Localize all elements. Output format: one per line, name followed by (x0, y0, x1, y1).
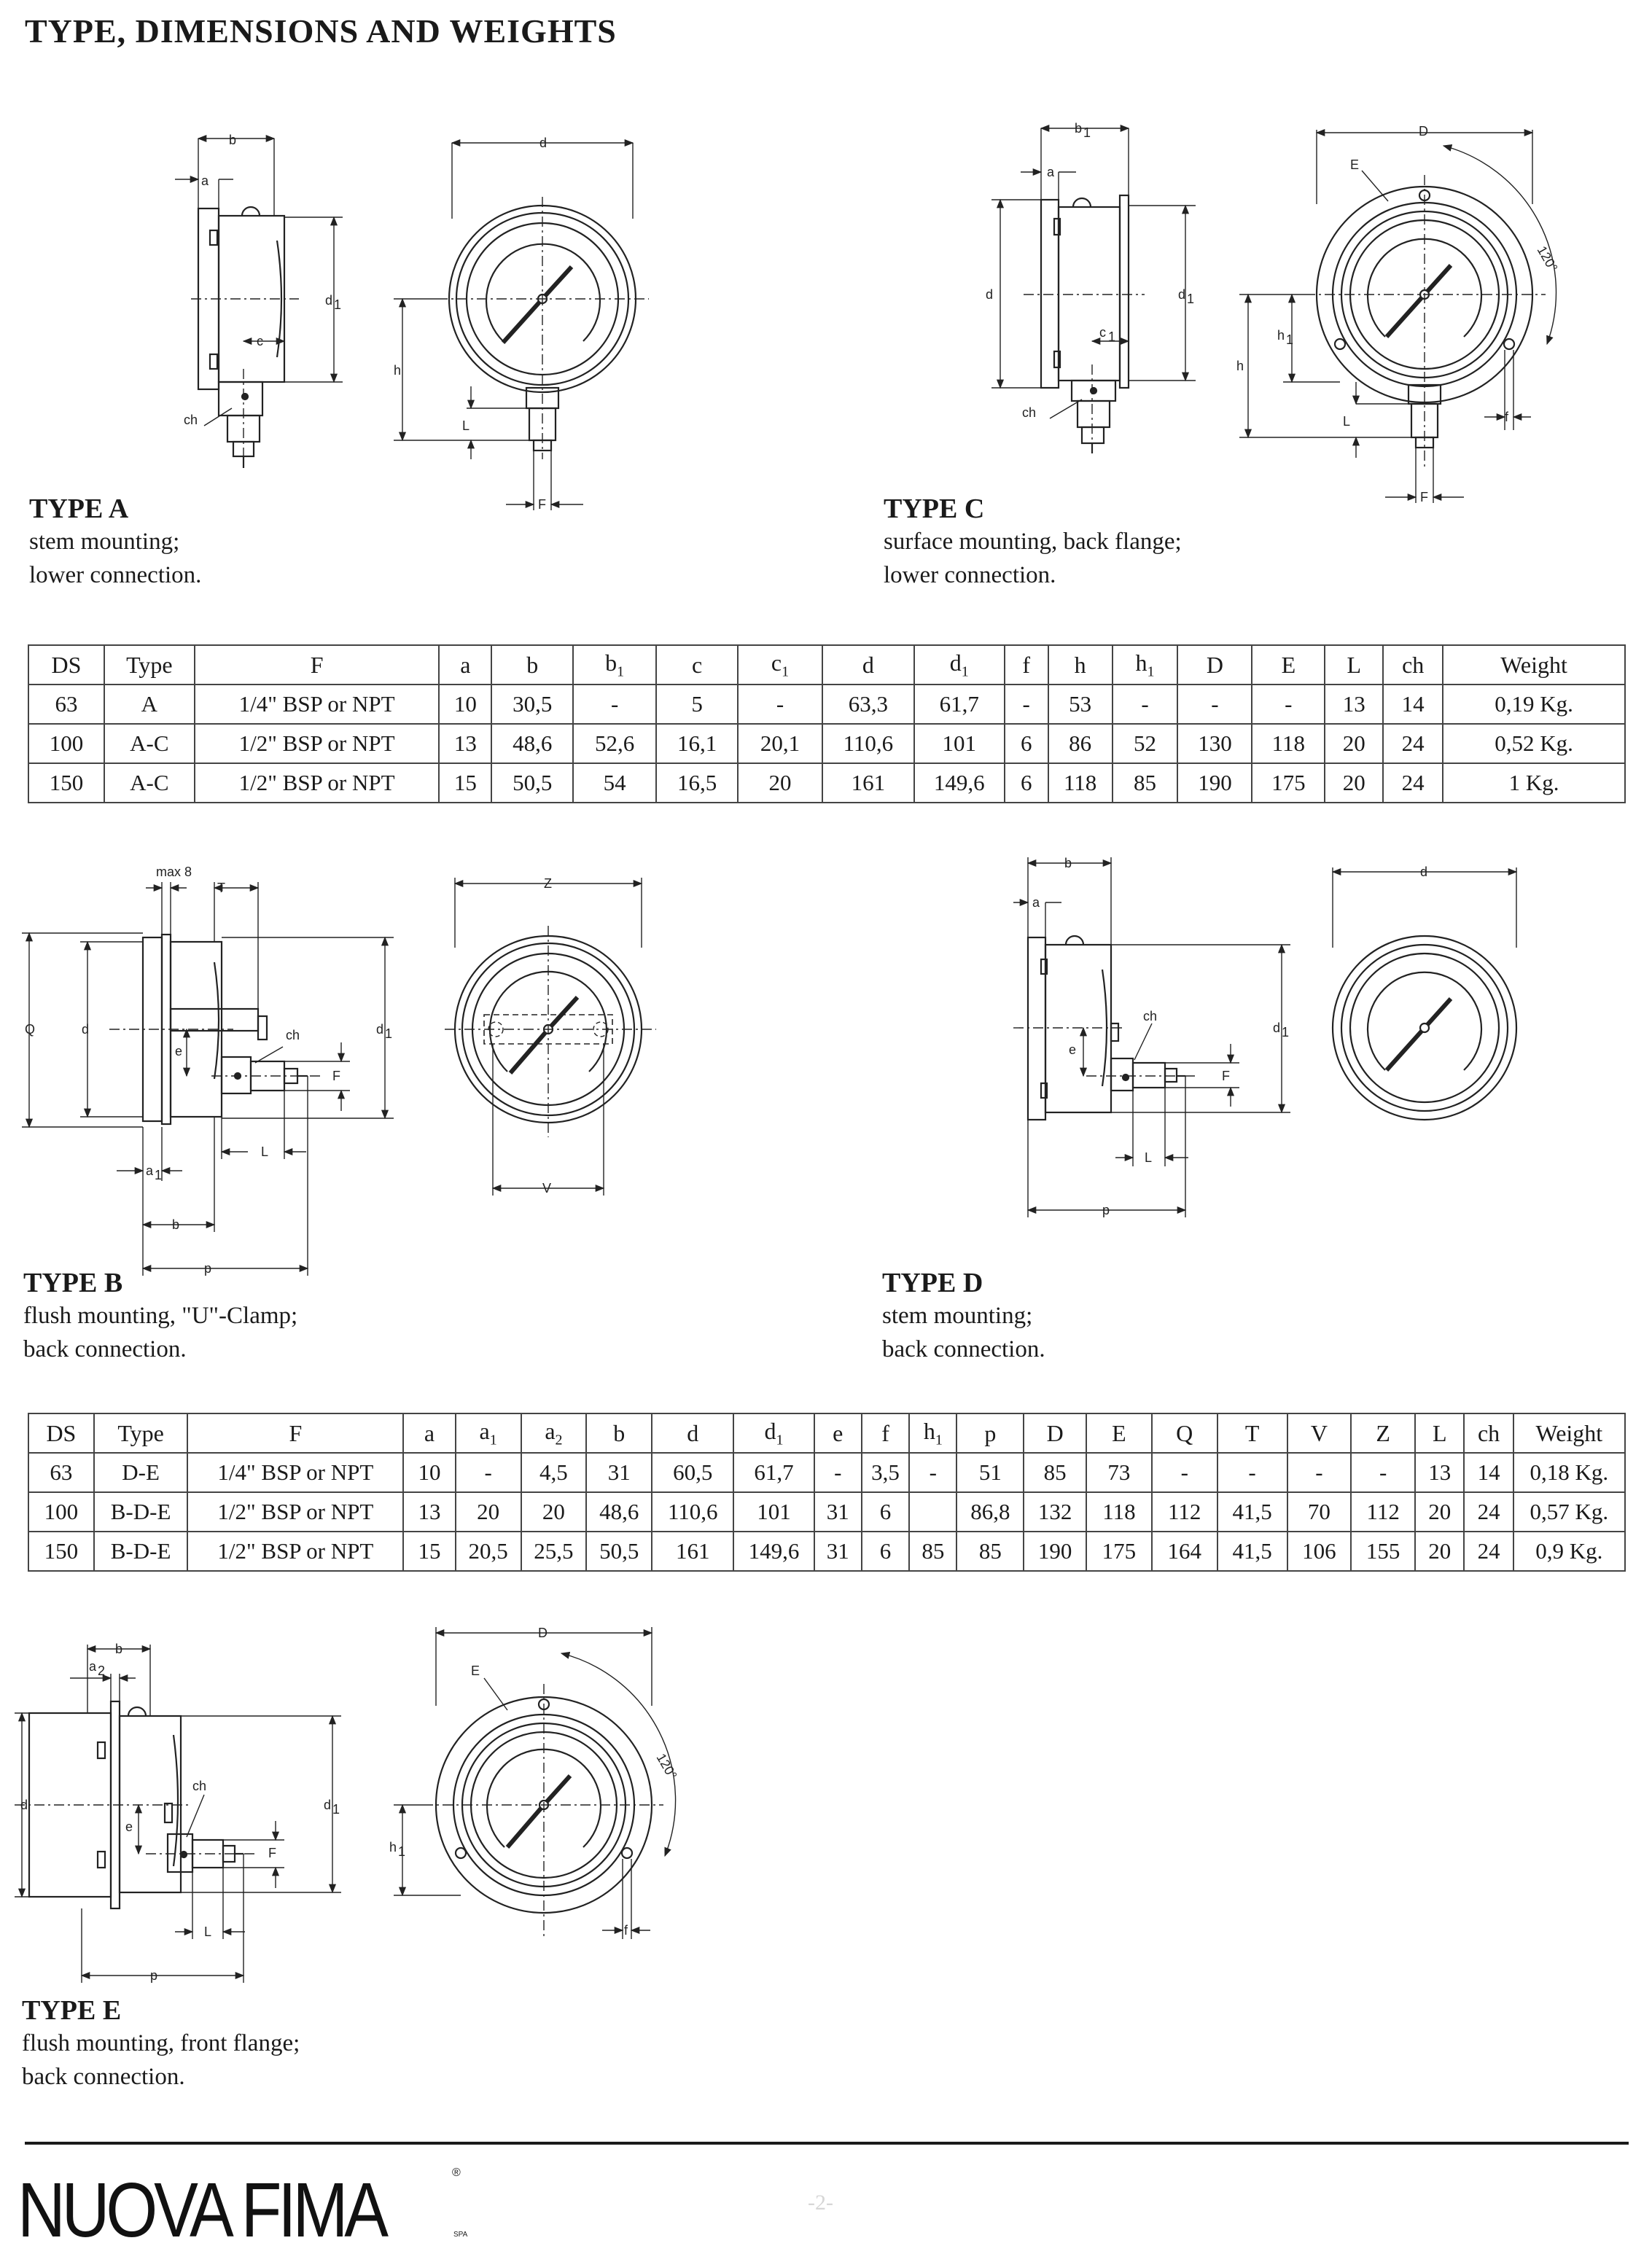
table-cell: 1/2" BSP or NPT (195, 763, 440, 803)
table-cell: 110,6 (652, 1492, 733, 1532)
table-cell: 16,5 (656, 763, 738, 803)
column-header: ch (1464, 1413, 1513, 1453)
table-cell: - (1177, 685, 1252, 724)
table-cell: 85 (1024, 1453, 1086, 1492)
table-cell: 130 (1177, 724, 1252, 763)
label-a: a (201, 173, 209, 188)
table-cell: 51 (956, 1453, 1024, 1492)
label-max8: max 8 (156, 865, 192, 879)
table-row (28, 1532, 1625, 1571)
column-header: $d_1$ (733, 1413, 814, 1453)
table-cell: 1/4" BSP or NPT (187, 1453, 403, 1492)
table-cell: B-D-E (94, 1492, 188, 1532)
label-a: a (1032, 895, 1040, 910)
column-header: f (1005, 645, 1048, 685)
table-cell: 60,5 (652, 1453, 733, 1492)
label-c: c (257, 334, 263, 348)
table-cell: A-C (104, 763, 195, 803)
label-a2: a (89, 1659, 97, 1674)
column-header: Q (1152, 1413, 1217, 1453)
label-Q: Q (25, 1022, 36, 1037)
label-h: h (394, 363, 402, 378)
table-cell: - (573, 685, 656, 724)
column-header: h (1048, 645, 1113, 685)
table-cell: 85 (956, 1532, 1024, 1571)
table-cell: 15 (439, 763, 491, 803)
label-L: L (1145, 1150, 1153, 1165)
label-h1: h (389, 1840, 397, 1855)
table-cell: 48,6 (491, 724, 573, 763)
column-header: e (814, 1413, 862, 1453)
table-cell: 24 (1383, 724, 1443, 763)
type-a-line1: stem mounting; (29, 529, 180, 555)
table-cell: 10 (403, 1453, 455, 1492)
table-cell: 24 (1464, 1532, 1513, 1571)
label-T: T (217, 881, 225, 895)
table-cell: 63 (28, 1453, 94, 1492)
table-row (28, 1453, 1625, 1492)
type-a-front-view (394, 143, 649, 510)
column-header: a (403, 1413, 455, 1453)
label-b: b (1064, 856, 1072, 870)
table-cell: - (456, 1453, 521, 1492)
table-cell: B-D-E (94, 1532, 188, 1571)
table-cell: A (104, 685, 195, 724)
type-b-front-view (445, 878, 656, 1196)
table-cell: 41,5 (1217, 1532, 1287, 1571)
label-a1: a (146, 1163, 154, 1178)
table-cell: 112 (1152, 1492, 1217, 1532)
label-Z: Z (544, 876, 552, 891)
column-header: p (956, 1413, 1024, 1453)
type-e-line2: back connection. (22, 2064, 185, 2090)
table-cell: 31 (814, 1532, 862, 1571)
table-cell: 31 (814, 1492, 862, 1532)
label-sub: 1 (1282, 1025, 1290, 1040)
table-cell: - (1005, 685, 1048, 724)
table-cell: 31 (586, 1453, 652, 1492)
brand-logo: NUOVA FIMA (17, 2167, 385, 2253)
table-cell: - (1113, 685, 1178, 724)
table-cell: 1/2" BSP or NPT (187, 1532, 403, 1571)
table-cell: 13 (403, 1492, 455, 1532)
table-cell: 175 (1086, 1532, 1152, 1571)
column-header: Weight (1513, 1413, 1625, 1453)
dimensions-table-1 (28, 644, 1626, 803)
table-cell: 20 (1325, 724, 1383, 763)
label-sub: 1 (332, 1802, 340, 1817)
table-cell: 86 (1048, 724, 1113, 763)
table-cell: 110,6 (822, 724, 914, 763)
table-cell: 0,19 Kg. (1443, 685, 1625, 724)
type-e-side-view (15, 1645, 341, 1983)
type-b-caption (23, 1267, 297, 1366)
type-e-front-view (394, 1627, 676, 1939)
column-header: DS (28, 645, 104, 685)
label-d: d (1420, 865, 1428, 879)
table-cell: 6 (1005, 724, 1048, 763)
label-c: c (1099, 325, 1106, 340)
type-d-line1: stem mounting; (882, 1303, 1033, 1329)
column-header: b (586, 1413, 652, 1453)
table-cell: 50,5 (491, 763, 573, 803)
table-cell: 54 (573, 763, 656, 803)
label-D: D (1419, 124, 1428, 139)
table-cell: 0,18 Kg. (1513, 1453, 1625, 1492)
table-cell: 164 (1152, 1532, 1217, 1571)
table-cell: - (814, 1453, 862, 1492)
label-ch: ch (1022, 405, 1037, 420)
column-header: Type (104, 645, 195, 685)
label-ch: ch (192, 1779, 207, 1793)
label-b: b (229, 133, 237, 147)
label-L: L (1343, 414, 1351, 429)
table-cell: 0,57 Kg. (1513, 1492, 1625, 1532)
type-b-line1: flush mounting, "U"-Clamp; (23, 1303, 298, 1329)
column-header: D (1177, 645, 1252, 685)
label-h1: h (1277, 328, 1285, 343)
column-header: $d_1$ (914, 645, 1005, 685)
label-angle: 120° (1534, 243, 1561, 275)
table-cell: 15 (403, 1532, 455, 1571)
table-cell: 150 (28, 1532, 94, 1571)
column-header: b (491, 645, 573, 685)
table-cell: 13 (1415, 1453, 1464, 1492)
table-cell: 1/2" BSP or NPT (187, 1492, 403, 1532)
table-cell: 101 (914, 724, 1005, 763)
label-a: a (1047, 165, 1055, 179)
label-d1: d (1273, 1021, 1281, 1035)
table-cell: 6 (862, 1532, 909, 1571)
table-cell: 150 (28, 763, 104, 803)
label-ch: ch (184, 413, 198, 427)
type-a-side-view (175, 139, 343, 468)
table-cell: 16,1 (656, 724, 738, 763)
table-cell: 41,5 (1217, 1492, 1287, 1532)
dimension-labels (20, 121, 1560, 1983)
label-p: p (204, 1261, 212, 1276)
table-cell: 149,6 (733, 1532, 814, 1571)
table-cell: 1/2" BSP or NPT (195, 724, 440, 763)
table-header-row (28, 1413, 1625, 1453)
table-cell: 190 (1177, 763, 1252, 803)
label-angle: 120° (653, 1751, 680, 1782)
label-F: F (1420, 490, 1428, 504)
table-cell: 13 (1325, 685, 1383, 724)
label-d: d (82, 1022, 90, 1037)
type-d-name: TYPE D (882, 1268, 983, 1298)
table-cell: 106 (1287, 1532, 1352, 1571)
label-p: p (150, 1968, 158, 1983)
brand-suffix: SPA (453, 2231, 468, 2239)
table-cell: 24 (1383, 763, 1443, 803)
table-cell: 14 (1464, 1453, 1513, 1492)
label-d1: d (324, 1798, 332, 1812)
table-cell: 50,5 (586, 1532, 652, 1571)
label-ch: ch (1143, 1009, 1158, 1023)
table-cell: 13 (439, 724, 491, 763)
table-cell: 161 (652, 1532, 733, 1571)
label-E: E (471, 1664, 480, 1678)
label-d1: d (376, 1022, 384, 1037)
label-h: h (1236, 359, 1244, 373)
type-b-line2: back connection. (23, 1336, 187, 1362)
label-sub: 1 (334, 297, 342, 312)
table-cell: 149,6 (914, 763, 1005, 803)
label-d: d (986, 287, 994, 302)
type-b-name: TYPE B (23, 1268, 123, 1298)
table-cell: 1/4" BSP or NPT (195, 685, 440, 724)
column-header: f (862, 1413, 909, 1453)
table-cell: - (738, 685, 822, 724)
label-b: b (172, 1217, 180, 1232)
label-L: L (204, 1924, 212, 1939)
type-d-line2: back connection. (882, 1336, 1045, 1362)
type-a-caption (29, 493, 201, 592)
table-row (28, 1492, 1625, 1532)
column-header: L (1415, 1413, 1464, 1453)
type-e-name: TYPE E (22, 1995, 122, 2026)
table-cell: - (1217, 1453, 1287, 1492)
table-cell: 10 (439, 685, 491, 724)
table-cell: 20,5 (456, 1532, 521, 1571)
table-cell: 3,5 (862, 1453, 909, 1492)
label-D: D (538, 1626, 548, 1640)
column-header: Weight (1443, 645, 1625, 685)
table-cell: - (909, 1453, 956, 1492)
type-e-line1: flush mounting, front flange; (22, 2030, 300, 2056)
table-cell: 6 (862, 1492, 909, 1532)
label-sub: 1 (1083, 125, 1091, 140)
column-header: $a_1$ (456, 1413, 521, 1453)
column-header: Type (94, 1413, 188, 1453)
table-cell: 20 (738, 763, 822, 803)
label-d: d (539, 136, 548, 150)
type-c-line1: surface mounting, back flange; (884, 529, 1182, 555)
column-header: T (1217, 1413, 1287, 1453)
column-header: $h_1$ (909, 1413, 956, 1453)
column-header: $c_1$ (738, 645, 822, 685)
table-row (28, 685, 1625, 724)
label-e: e (1069, 1042, 1077, 1057)
table-cell: 61,7 (733, 1453, 814, 1492)
table-cell: 25,5 (521, 1532, 587, 1571)
table-cell: 24 (1464, 1492, 1513, 1532)
table-cell: 4,5 (521, 1453, 587, 1492)
type-c-line2: lower connection. (884, 562, 1056, 588)
table-cell: 100 (28, 1492, 94, 1532)
table-cell: 132 (1024, 1492, 1086, 1532)
table-cell: 190 (1024, 1532, 1086, 1571)
label-b: b (1075, 121, 1083, 136)
table-cell: 20 (1415, 1532, 1464, 1571)
table-cell: - (1351, 1453, 1415, 1492)
column-header: $b_1$ (573, 645, 656, 685)
label-sub: 1 (398, 1844, 406, 1859)
table-cell: 70 (1287, 1492, 1352, 1532)
table-cell: 73 (1086, 1453, 1152, 1492)
column-header: E (1252, 645, 1325, 685)
column-header: a (439, 645, 491, 685)
table-cell: 14 (1383, 685, 1443, 724)
type-c-name: TYPE C (884, 494, 985, 524)
label-sub: 2 (98, 1664, 106, 1678)
table-cell: 118 (1048, 763, 1113, 803)
label-sub: 1 (385, 1026, 393, 1041)
table-row (28, 763, 1625, 803)
column-header: Z (1351, 1413, 1415, 1453)
table-cell: 0,9 Kg. (1513, 1532, 1625, 1571)
page-title: TYPE, DIMENSIONS AND WEIGHTS (25, 12, 617, 50)
label-L: L (462, 418, 470, 433)
label-b: b (115, 1642, 123, 1656)
table-cell: 61,7 (914, 685, 1005, 724)
label-E: E (1350, 157, 1360, 172)
type-a-line2: lower connection. (29, 562, 202, 588)
label-sub: 1 (1187, 292, 1195, 306)
table-header-row (28, 645, 1625, 685)
table-cell: D-E (94, 1453, 188, 1492)
label-d1: d (325, 293, 333, 308)
label-F: F (332, 1069, 340, 1083)
table-cell: 63,3 (822, 685, 914, 724)
table-cell: 85 (1113, 763, 1178, 803)
column-header: E (1086, 1413, 1152, 1453)
table-cell: 1 Kg. (1443, 763, 1625, 803)
table-cell: 48,6 (586, 1492, 652, 1532)
table-cell: 20 (1325, 763, 1383, 803)
label-sub: 1 (1108, 329, 1116, 344)
table-cell: 20 (1415, 1492, 1464, 1532)
table-cell (909, 1492, 956, 1532)
label-e: e (125, 1820, 133, 1834)
table-cell: 20,1 (738, 724, 822, 763)
table-cell: 30,5 (491, 685, 573, 724)
table-cell: 155 (1351, 1532, 1415, 1571)
table-cell: - (1152, 1453, 1217, 1492)
type-d-front-view (1333, 867, 1516, 1120)
registered-mark: ® (452, 2167, 461, 2179)
dimensions-table-2 (28, 1413, 1626, 1572)
table-cell: 175 (1252, 763, 1325, 803)
table-cell: 20 (456, 1492, 521, 1532)
label-L: L (261, 1144, 269, 1159)
column-header: L (1325, 645, 1383, 685)
table-cell: 5 (656, 685, 738, 724)
type-c-front-view (1239, 130, 1556, 503)
table-cell: 6 (1005, 763, 1048, 803)
type-c-caption (884, 493, 1182, 592)
label-f: f (1505, 410, 1509, 424)
column-header: ch (1383, 645, 1443, 685)
table-cell: 52,6 (573, 724, 656, 763)
type-e-caption (22, 1994, 300, 2094)
table-cell: 118 (1252, 724, 1325, 763)
label-f: f (624, 1923, 628, 1938)
table-cell: - (1287, 1453, 1352, 1492)
label-F: F (268, 1846, 276, 1860)
type-a-name: TYPE A (29, 494, 129, 524)
column-header: DS (28, 1413, 94, 1453)
column-header: D (1024, 1413, 1086, 1453)
column-header: c (656, 645, 738, 685)
column-header: F (195, 645, 440, 685)
label-p: p (1102, 1203, 1110, 1217)
table-cell: 63 (28, 685, 104, 724)
table-cell: - (1252, 685, 1325, 724)
table-cell: 101 (733, 1492, 814, 1532)
table-cell: 161 (822, 763, 914, 803)
column-header: $a_2$ (521, 1413, 587, 1453)
label-sub: 1 (1286, 332, 1294, 347)
type-d-caption (882, 1267, 1045, 1366)
label-d: d (20, 1798, 28, 1812)
column-header: d (822, 645, 914, 685)
table-cell: A-C (104, 724, 195, 763)
table-row (28, 724, 1625, 763)
footer-divider (25, 2142, 1629, 2145)
table-cell: 20 (521, 1492, 587, 1532)
column-header: d (652, 1413, 733, 1453)
table-cell: 85 (909, 1532, 956, 1571)
table-cell: 52 (1113, 724, 1178, 763)
column-header: $h_1$ (1113, 645, 1178, 685)
table-cell: 53 (1048, 685, 1113, 724)
label-e: e (175, 1044, 183, 1058)
label-sub: 1 (155, 1168, 163, 1182)
column-header: V (1287, 1413, 1352, 1453)
table-cell: 112 (1351, 1492, 1415, 1532)
column-header: F (187, 1413, 403, 1453)
table-cell: 118 (1086, 1492, 1152, 1532)
table-cell: 86,8 (956, 1492, 1024, 1532)
table-cell: 0,52 Kg. (1443, 724, 1625, 763)
table-cell: 100 (28, 724, 104, 763)
label-V: V (542, 1181, 552, 1196)
page-number: -2- (808, 2191, 833, 2215)
label-ch: ch (286, 1028, 300, 1042)
label-F: F (538, 497, 546, 512)
label-F: F (1222, 1069, 1230, 1083)
label-d1: d (1178, 287, 1186, 302)
